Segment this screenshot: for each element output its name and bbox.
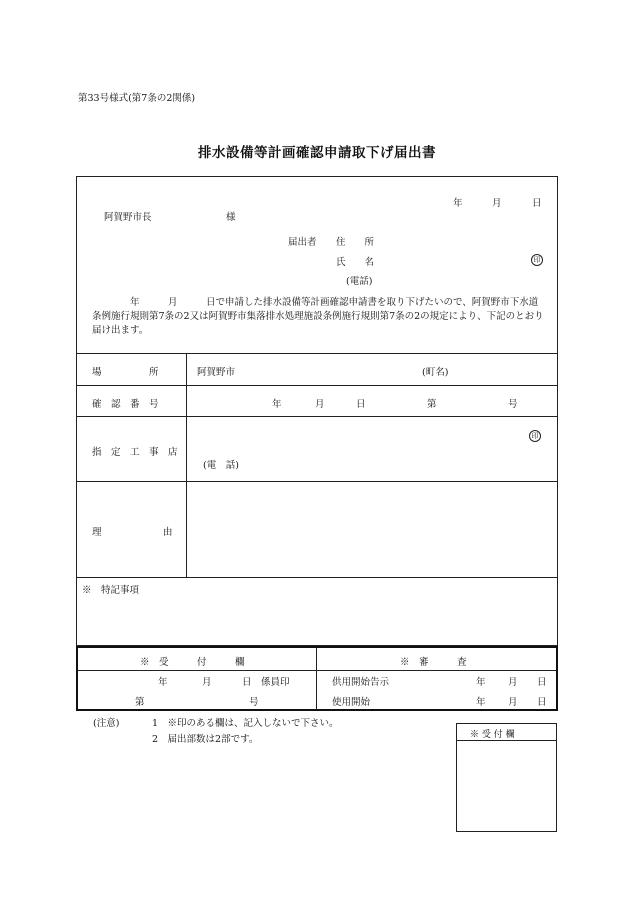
town-label: (町名) <box>422 367 449 378</box>
form-frame <box>76 176 558 646</box>
location-value: 阿賀野市 <box>197 367 236 378</box>
seal-icon: 印 <box>531 254 543 266</box>
date-day: 日 <box>532 198 542 209</box>
note-item: 2 届出部数は2部です。 <box>152 734 259 745</box>
review-row1-label: 供用開始告示 <box>332 677 390 688</box>
reception-go: 号 <box>249 697 259 708</box>
review-row2-label: 使用開始 <box>332 697 371 708</box>
divider <box>76 353 558 354</box>
confirm-go: 号 <box>508 399 518 410</box>
divider <box>76 385 558 386</box>
review-row2-year: 年 <box>476 697 486 708</box>
reception-header: ※ 受 付 欄 <box>140 657 245 668</box>
contractor-phone: (電 話) <box>203 460 239 471</box>
divider <box>76 416 558 417</box>
confirm-month: 月 <box>315 399 325 410</box>
review-row2-day: 日 <box>537 697 547 708</box>
name-label: 氏 名 <box>336 257 375 268</box>
review-header: ※ 審 査 <box>400 657 467 668</box>
date-year: 年 <box>453 198 463 209</box>
reason-label-b: 由 <box>163 527 173 538</box>
confirm-no-label: 確 認 番 号 <box>92 399 159 410</box>
reception-dai: 第 <box>135 697 145 708</box>
note-item: 1 ※印のある欄は、記入しないで下さい。 <box>152 718 339 729</box>
seal-icon: 印 <box>529 430 541 442</box>
notes-label: (注意) <box>93 718 120 729</box>
address-label: 住 所 <box>336 237 375 248</box>
clerk-seal-label: 係員印 <box>261 677 290 688</box>
divider <box>76 481 558 482</box>
column-divider <box>316 648 317 709</box>
reception-month: 月 <box>202 677 212 688</box>
confirm-day: 日 <box>356 399 366 410</box>
divider <box>76 577 558 578</box>
form-number: 第33号様式(第7条の2関係) <box>78 93 196 104</box>
honorific: 様 <box>226 212 236 223</box>
applicant-label: 届出者 <box>288 237 317 248</box>
addressee: 阿賀野市長 <box>104 212 152 223</box>
review-row1-month: 月 <box>508 677 518 688</box>
reception-day: 日 <box>242 677 252 688</box>
remarks-label: ※ 特記事項 <box>82 585 140 596</box>
contractor-label: 指 定 工 事 店 <box>92 447 178 458</box>
confirm-dai: 第 <box>427 399 437 410</box>
date-month: 月 <box>492 198 502 209</box>
reception-year: 年 <box>158 677 168 688</box>
reason-label-a: 理 <box>92 527 102 538</box>
location-label: 場 所 <box>92 367 159 378</box>
phone-label: (電話) <box>346 276 373 287</box>
divider <box>456 740 557 741</box>
column-divider <box>186 353 187 577</box>
review-row1-year: 年 <box>476 677 486 688</box>
body-text: 年 月 日で申請した排水設備等計画確認申請書を取り下げたいので、阿賀野市下水道条例施行規則第7条の2又は阿賀野市集落排水処理施設条例施行規則第7条の2の規定により、下記のとおり届け出ます。 <box>92 297 544 336</box>
divider <box>78 670 556 671</box>
side-reception-header: ※ 受 付 欄 <box>470 730 515 740</box>
confirm-year: 年 <box>272 399 282 410</box>
review-row2-month: 月 <box>508 697 518 708</box>
review-row1-day: 日 <box>537 677 547 688</box>
page-title: 排水設備等計画確認申請取下げ届出書 <box>198 145 436 161</box>
